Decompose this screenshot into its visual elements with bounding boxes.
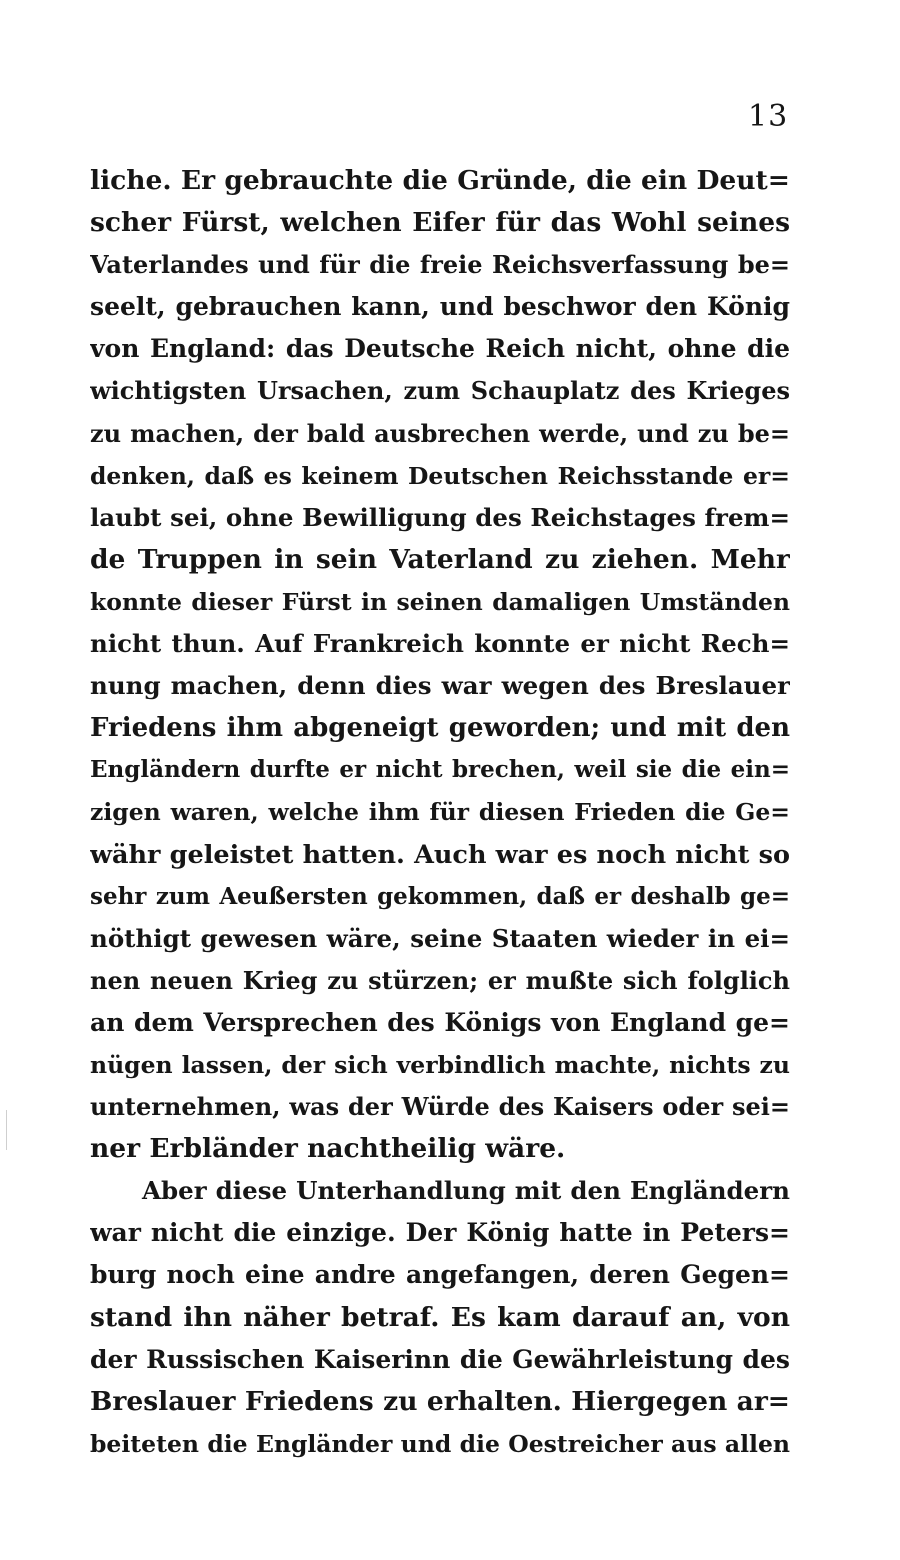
text-line: zigen waren, welche ihm für diesen Frieden die Ge= [90,798,790,827]
text-line: nöthigt gewesen wäre, seine Staaten wieder in ei= [90,923,790,953]
body-text [90,160,790,1465]
text-line: nicht thun. Auf Frankreich konnte er nicht Rech= [90,629,790,659]
text-line: denken, daß es keinem Deutschen Reichsstande er= [90,461,790,490]
text-line: unternehmen, was der Würde des Kaisers oder sei= [90,1092,790,1122]
text-line: von England: das Deutsche Reich nicht, ohne die [90,334,790,364]
text-line: an dem Versprechen des Königs von England ge= [90,1007,790,1037]
text-line: Friedens ihm abgeneigt geworden; und mit den [90,713,790,744]
text-line: der Russischen Kaiserinn die Gewährleistung des [90,1344,790,1374]
text-line: Vaterlandes und für die freie Reichsverfassung be= [90,250,790,280]
text-line: konnte dieser Fürst in seinen damaligen Umständen [90,587,790,616]
text-line: scher Fürst, welchen Eifer für das Wohl seines [90,207,790,239]
text-line: Engländern durfte er nicht brechen, weil sie die ein= [90,756,790,784]
text-line: nung machen, denn dies war wegen des Breslauer [90,671,790,701]
text-line: währ geleistet hatten. Auch war es noch nicht so [90,839,790,870]
text-line: seelt, gebrauchen kann, und beschwor den König [90,292,790,322]
text-line: nügen lassen, der sich verbindlich machte, nichts zu [90,1050,790,1079]
page-number: 13 [748,99,789,134]
text-line: beiteten die Engländer und die Oestreicher aus allen [90,1429,790,1458]
text-line: de Truppen in sein Vaterland zu ziehen. Mehr [90,543,790,575]
text-line: Breslauer Friedens zu erhalten. Hiergegen ar= [90,1385,790,1417]
text-line: laubt sei, ohne Bewilligung des Reichstages frem= [90,502,790,532]
text-line: stand ihn näher betraf. Es kam darauf an, von [90,1301,790,1333]
text-line: Aber diese Unterhandlung mit den Engländern [142,1176,790,1206]
scan-margin-mark [6,1110,7,1150]
text-line: ner Erbländer nachtheilig wäre. [90,1133,566,1165]
text-line: war nicht die einzige. Der König hatte in Peters= [90,1218,790,1248]
text-line: nen neuen Krieg zu stürzen; er mußte sich folglich [90,965,790,995]
paragraph-1 [90,160,790,1170]
text-line: wichtigsten Ursachen, zum Schauplatz des Krieges [90,376,790,406]
text-line: sehr zum Aeußersten gekommen, daß er deshalb ge= [90,882,790,910]
text-line: zu machen, der bald ausbrechen werde, und zu be= [90,418,790,448]
paragraph-2 [90,1170,790,1465]
text-line: liche. Er gebrauchte die Gründe, die ein Deut= [90,165,790,196]
text-line: burg noch eine andre angefangen, deren Gegen= [90,1260,790,1290]
